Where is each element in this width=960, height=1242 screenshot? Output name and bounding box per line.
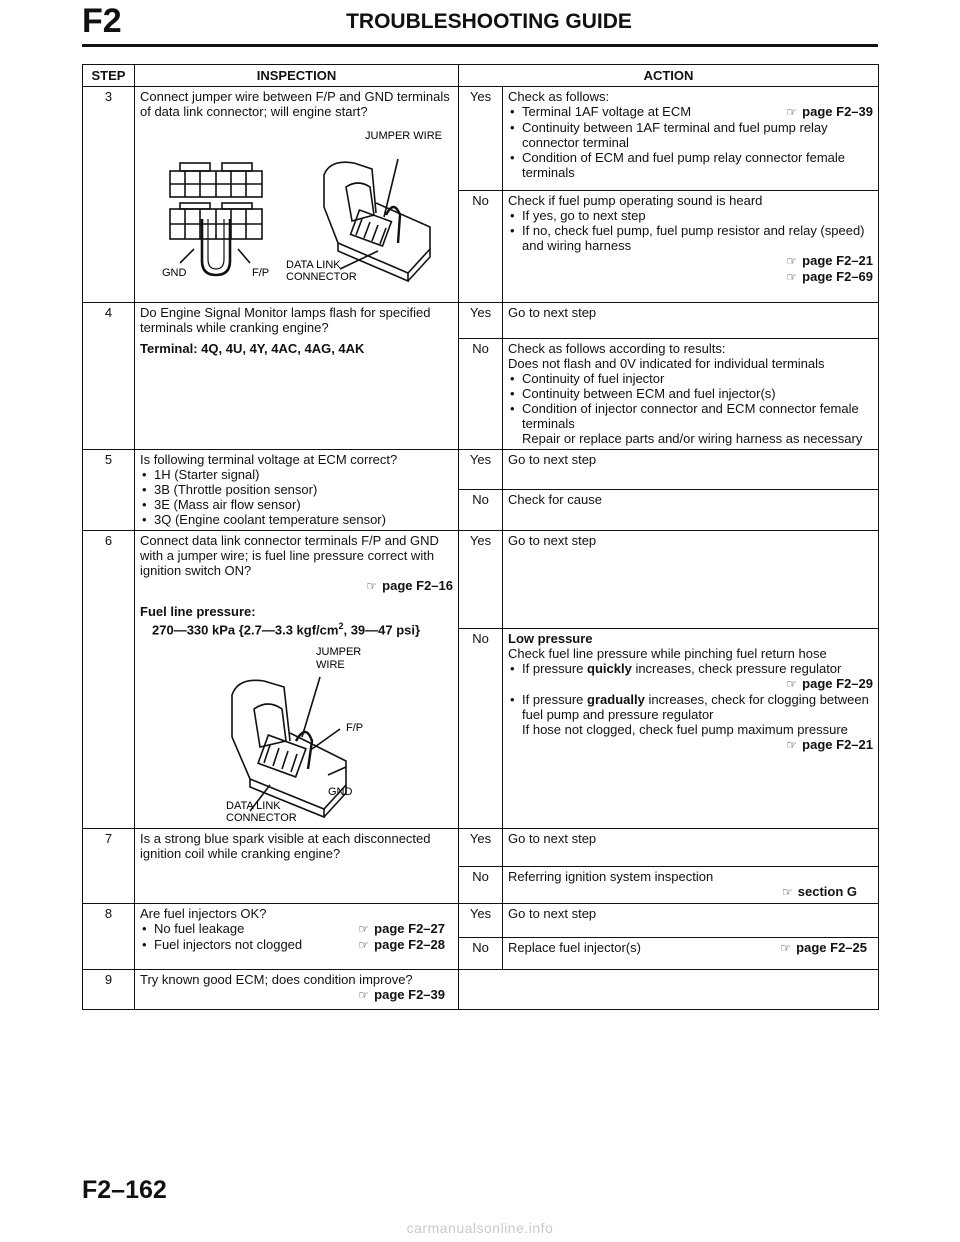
step-number: 9 xyxy=(83,970,135,1010)
diagram-label-gnd: GND xyxy=(328,786,353,799)
no-action-list xyxy=(508,208,873,253)
section-reference: ☞ section G xyxy=(781,884,857,900)
table-row xyxy=(83,531,879,629)
data-link-connector-diagram xyxy=(140,641,452,825)
inspection-cell xyxy=(135,303,459,450)
table-row xyxy=(83,970,879,1010)
spec-value: 270—330 kPa {2.7—3.3 kgf/$cm^2$, 39—47 psi} xyxy=(152,621,421,638)
list-item-text: • Terminal 1AF voltage at ECM xyxy=(522,104,692,119)
no-action xyxy=(503,191,879,303)
list-item: • If pressure gradually increases, check for clogging between fuel pump and pressure regulator If hose not clogged, check fuel pump maximum pressure ☞ page F2–21 xyxy=(522,692,873,753)
inspection-text: Connect data link connector terminals F/P and GND with a jumper wire; is fuel line pressure correct with ignition switch ON? xyxy=(140,533,439,578)
list-item-tail: If hose not clogged, check fuel pump maximum pressure xyxy=(522,722,848,737)
step-number: 7 xyxy=(83,829,135,904)
terminal-spec: Terminal: 4Q, 4U, 4Y, 4AC, 4AG, 4AK xyxy=(140,341,365,356)
troubleshooting-table xyxy=(82,64,879,1010)
inspection-text: Connect jumper wire between F/P and GND terminals of data link connector; will engine start? xyxy=(140,89,450,119)
yes-label: Yes xyxy=(459,303,503,339)
inspection-cell xyxy=(135,450,459,531)
pointer-icon: ☞ xyxy=(786,105,798,119)
list-item: • Continuity of fuel injector xyxy=(522,371,873,386)
table-row xyxy=(83,829,879,867)
list-item: • If yes, go to next step xyxy=(522,208,873,223)
page-reference: ☞ page F2–69 xyxy=(786,269,873,284)
watermark: carmanualsonline.info xyxy=(406,1220,554,1236)
yes-action: Go to next step xyxy=(503,450,879,490)
list-item: • No fuel leakage ☞ page F2–27 xyxy=(154,921,453,937)
pointer-icon: ☞ xyxy=(781,885,793,900)
pointer-icon: ☞ xyxy=(358,922,370,937)
step-number: 8 xyxy=(83,904,135,970)
page-reference: ☞ page F2–39 xyxy=(786,104,873,119)
step-number: 4 xyxy=(83,303,135,450)
no-label: No xyxy=(459,867,503,904)
header-step: STEP xyxy=(83,65,135,87)
table-header-row xyxy=(83,65,879,87)
yes-label: Yes xyxy=(459,450,503,490)
page-title: TROUBLESHOOTING GUIDE xyxy=(346,10,632,33)
diagram-label-data-link: DATA LINK xyxy=(286,259,341,271)
check-list xyxy=(140,921,453,953)
no-action-text: Replace fuel injector(s) xyxy=(508,940,641,956)
diagram-label-connector: CONNECTOR xyxy=(226,812,297,825)
no-action-intro: Check as follows according to results: xyxy=(508,341,726,356)
inspection-cell xyxy=(135,904,459,970)
no-label: No xyxy=(459,339,503,450)
pointer-icon: ☞ xyxy=(366,579,378,593)
no-label: No xyxy=(459,191,503,303)
step-number: 3 xyxy=(83,87,135,303)
list-item: • Continuity between 1AF terminal and fuel pump relay connector terminal xyxy=(522,120,873,150)
pointer-icon: ☞ xyxy=(786,738,798,752)
no-action xyxy=(503,629,879,829)
terminal-list xyxy=(140,467,453,527)
list-item: • Condition of ECM and fuel pump relay connector female terminals xyxy=(522,150,873,180)
list-item: • 3E (Mass air flow sensor) xyxy=(154,497,453,512)
table-row xyxy=(83,87,879,191)
list-item: • 1H (Starter signal) xyxy=(154,467,453,482)
step-number: 5 xyxy=(83,450,135,531)
yes-label: Yes xyxy=(459,531,503,629)
table-row xyxy=(83,303,879,339)
table-row xyxy=(83,904,879,938)
inspection-cell xyxy=(135,87,459,303)
page-number: F2–162 xyxy=(82,1176,167,1204)
page-reference: ☞ page F2–16 xyxy=(366,578,453,593)
no-action-tail: Repair or replace parts and/or wiring harness as necessary xyxy=(522,431,863,446)
no-action xyxy=(503,867,879,904)
no-action xyxy=(503,938,879,970)
no-label: No xyxy=(459,490,503,531)
page-reference: ☞ page F2–27 xyxy=(358,921,445,937)
page-reference: ☞ page F2–29 xyxy=(786,676,873,691)
pointer-icon: ☞ xyxy=(786,254,798,268)
list-item xyxy=(522,104,873,120)
yes-action: Go to next step xyxy=(503,829,879,867)
diagram-label-wire: WIRE xyxy=(316,659,345,672)
pointer-icon: ☞ xyxy=(786,270,798,284)
list-item: • Condition of injector connector and ECM connector female terminals xyxy=(522,401,873,431)
table-row xyxy=(83,450,879,490)
diagram-label-fp: F/P xyxy=(252,267,270,279)
no-action: Check for cause xyxy=(503,490,879,531)
yes-action: Go to next step xyxy=(503,904,879,938)
pointer-icon: ☞ xyxy=(786,677,798,691)
yes-action xyxy=(503,87,879,191)
page-reference: ☞ page F2–21 xyxy=(786,253,873,268)
page-reference: ☞ page F2–39 xyxy=(358,987,445,1003)
inspection-cell: Is a strong blue spark visible at each disconnected ignition coil while cranking engine? xyxy=(135,829,459,904)
pointer-icon: ☞ xyxy=(780,941,792,956)
no-label: No xyxy=(459,629,503,829)
header-inspection: INSPECTION xyxy=(135,65,459,87)
yes-action: Go to next step xyxy=(503,303,879,339)
yes-action-list xyxy=(508,104,873,180)
empty-action-cell xyxy=(459,970,879,1010)
yes-action-intro: Check as follows: xyxy=(508,89,610,104)
inspection-cell xyxy=(135,531,459,829)
no-action-intro: Check if fuel pump operating sound is heard xyxy=(508,193,763,208)
inspection-text: Are fuel injectors OK? xyxy=(140,906,267,922)
yes-label: Yes xyxy=(459,87,503,191)
no-action-list xyxy=(508,661,873,753)
yes-label: Yes xyxy=(459,904,503,938)
no-action-list xyxy=(508,371,873,431)
diagram-label-connector: CONNECTOR xyxy=(286,271,357,283)
list-item: • 3B (Throttle position sensor) xyxy=(154,482,453,497)
no-action-text: Referring ignition system inspection xyxy=(508,869,714,885)
step-number: 6 xyxy=(83,531,135,829)
list-item: • Continuity between ECM and fuel injector(s) xyxy=(522,386,873,401)
no-action-intro: Check fuel line pressure while pinching fuel return hose xyxy=(508,646,827,661)
diagram-label-gnd: GND xyxy=(162,267,187,279)
page-reference: ☞ page F2–28 xyxy=(358,937,445,953)
jumper-wire-diagram xyxy=(140,123,452,293)
diagram-label-data-link: DATA LINK xyxy=(226,800,281,813)
diagram-label-fp: F/P xyxy=(346,722,364,735)
pointer-icon: ☞ xyxy=(358,938,370,953)
yes-action: Go to next step xyxy=(503,531,879,629)
inspection-cell xyxy=(135,970,459,1010)
pointer-icon: ☞ xyxy=(358,988,370,1003)
header-rule xyxy=(82,44,878,47)
no-label: No xyxy=(459,938,503,970)
list-item: • If no, check fuel pump, fuel pump resistor and relay (speed) and wiring harness xyxy=(522,223,873,253)
no-action-intro: Does not flash and 0V indicated for individual terminals xyxy=(508,356,825,371)
inspection-text: Is following terminal voltage at ECM correct? xyxy=(140,452,398,467)
header-action: ACTION xyxy=(459,65,879,87)
yes-label: Yes xyxy=(459,829,503,867)
no-action-title: Low pressure xyxy=(508,631,593,646)
page-reference: ☞ page F2–25 xyxy=(780,940,867,956)
section-code: F2 xyxy=(82,2,122,40)
no-action xyxy=(503,339,879,450)
diagram-label-jumper: JUMPER xyxy=(316,646,362,659)
diagram-label-jumper-wire: JUMPER WIRE xyxy=(365,130,442,142)
list-item: • If pressure quickly increases, check pressure regulator ☞ page F2–29 xyxy=(522,661,873,692)
page-reference: ☞ page F2–21 xyxy=(786,737,873,752)
inspection-text: Try known good ECM; does condition improve? xyxy=(140,972,413,988)
list-item: • 3Q (Engine coolant temperature sensor) xyxy=(154,512,453,527)
list-item: • Fuel injectors not clogged ☞ page F2–28 xyxy=(154,937,453,953)
inspection-text: Do Engine Signal Monitor lamps flash for specified terminals while cranking engine? xyxy=(140,305,431,335)
spec-label: Fuel line pressure: xyxy=(140,604,256,619)
